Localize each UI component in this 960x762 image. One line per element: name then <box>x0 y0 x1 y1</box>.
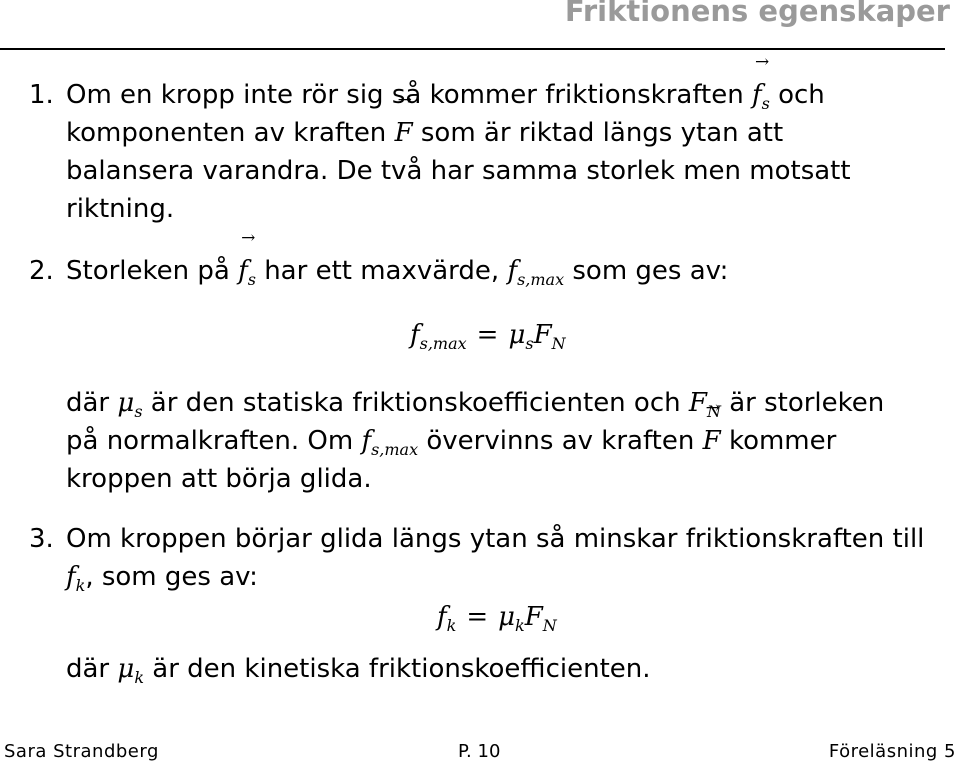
item-3-line-2: $f_k$, som ges av: <box>66 562 258 595</box>
math-mu-s: $\mu_s$ <box>117 388 143 421</box>
item-number: 2. <box>29 256 54 286</box>
item-1-line-1: Om en kropp inte rör sig så kommer friktionskraften → $f_s$ och <box>66 76 825 114</box>
math-F-vector: → F <box>395 118 413 148</box>
footer-author: Sara Strandberg <box>4 741 159 762</box>
item-2-line-2: där $\mu_s$ är den statiska friktionskoefficienten och $F_N$ är storleken <box>66 388 885 421</box>
item-1-line-3: balansera varandra. De två har samma storlek men motsatt <box>66 156 851 186</box>
item-1-line-4: riktning. <box>66 194 175 224</box>
formula-static-friction: $f_{s,max} = \mu_sF_N$ <box>410 320 566 353</box>
item-2-line-1: Storleken på → $f_s$ har ett maxvärde, $f_{s,max}$ som ges av: <box>66 252 728 290</box>
math-FN: $F_N$ <box>688 388 721 421</box>
item-number: 1. <box>29 80 54 110</box>
footer-lecture: Föreläsning 5 <box>828 741 956 762</box>
math-fs-max: $f_{s,max}$ <box>361 426 419 459</box>
title-divider <box>0 48 945 50</box>
item-2-line-3: på normalkraften. Om $f_{s,max}$ övervinns av kraften → F kommer <box>66 422 836 460</box>
math-fs-max: $f_{s,max}$ <box>507 256 565 289</box>
item-3-line-1: Om kroppen börjar glida längs ytan så minskar friktionskraften till <box>66 524 925 554</box>
item-3-line-3: där $\mu_k$ är den kinetiska friktionskoefficienten. <box>66 654 651 687</box>
math-mu-k: $\mu_k$ <box>117 654 145 687</box>
page-title: Friktionens egenskaper <box>564 0 950 28</box>
math-fs-vector: → $f_s$ <box>752 80 770 110</box>
item-2-line-4: kroppen att börja glida. <box>66 464 372 494</box>
math-fk: $f_k$ <box>66 562 86 595</box>
formula-kinetic-friction: $f_k = \mu_kF_N$ <box>437 602 557 635</box>
math-fs-vector: → $f_s$ <box>238 256 256 286</box>
math-F-vector: → F <box>703 426 721 456</box>
footer-page-number: P. 10 <box>458 741 501 762</box>
item-number: 3. <box>29 524 54 554</box>
item-1-line-2: komponenten av kraften → F som är riktad längs ytan att <box>66 114 783 152</box>
